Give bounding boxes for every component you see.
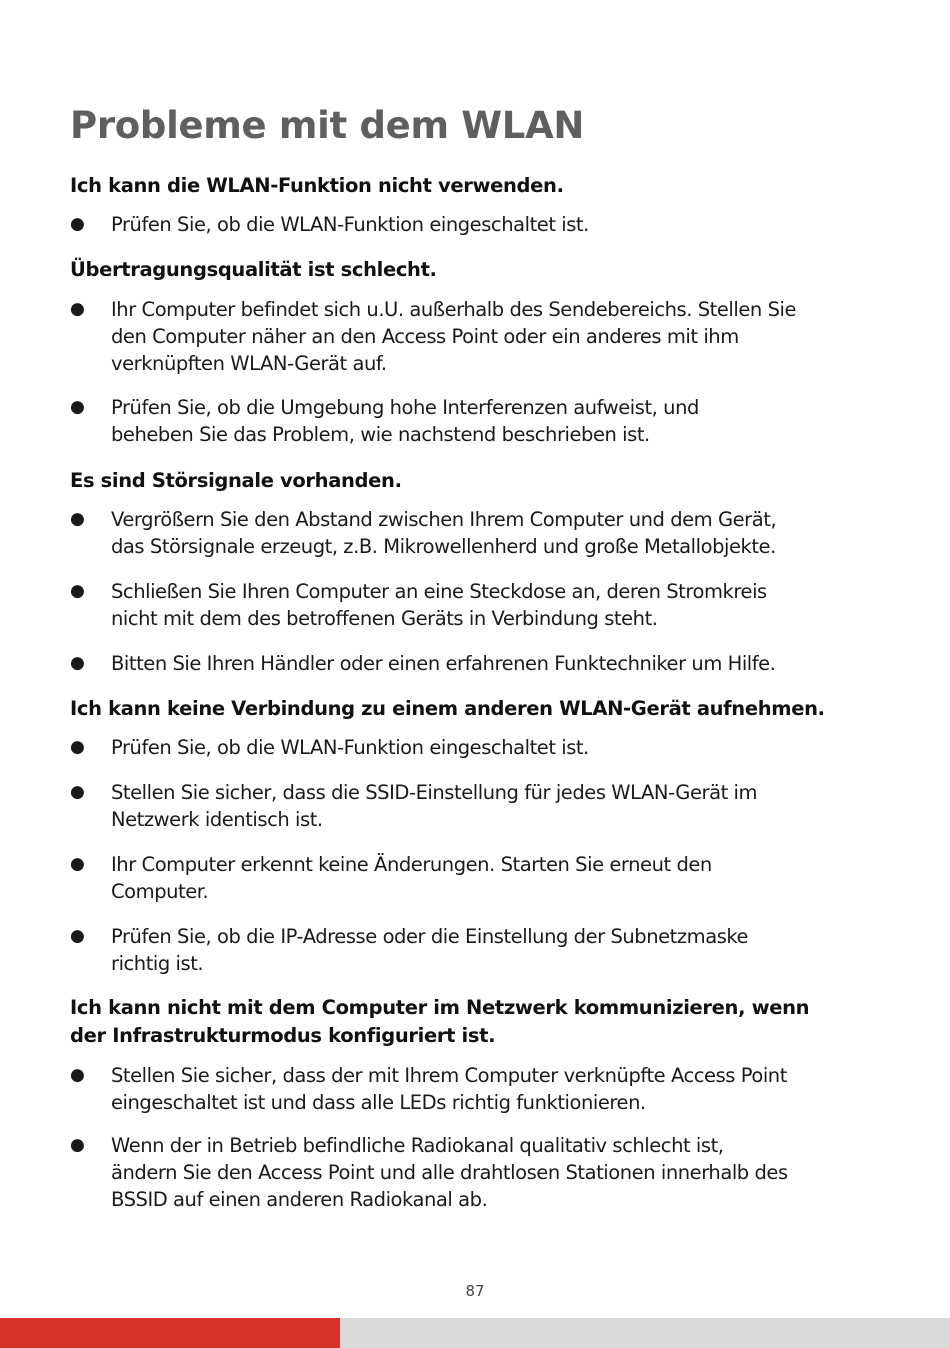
list-item-text: Stellen Sie sicher, dass der mit Ihrem Computer verknüpfte Access Point eingeschaltet ist und dass alle LEDs richtig funktionieren. [111, 1064, 787, 1114]
bullet-icon: ● [70, 653, 85, 673]
list-item [70, 650, 890, 677]
list-item-text: Prüfen Sie, ob die Umgebung hohe Interferenzen aufweist, und beheben Sie das Problem, wie nachstend beschrieben ist. [111, 396, 699, 446]
bullet-icon: ● [70, 299, 85, 319]
list-item-text: Prüfen Sie, ob die WLAN-Funktion eingeschaltet ist. [111, 213, 589, 236]
list-item [70, 394, 890, 448]
bullet-icon: ● [70, 782, 85, 802]
list-item [70, 1132, 890, 1213]
list-item-text: Ihr Computer befindet sich u.U. außerhalb des Sendebereichs. Stellen Sie den Computer näher an den Access Point oder ein anderes mit ihm verknüpften WLAN-Gerät auf. [111, 298, 797, 375]
list-item [70, 923, 890, 977]
section-heading: Es sind Störsignale vorhanden. [70, 469, 402, 492]
list-item [70, 734, 890, 761]
list-item [70, 1062, 890, 1116]
section-heading: Ich kann keine Verbindung zu einem anderen WLAN-Gerät aufnehmen. [70, 697, 825, 720]
list-item-text: Ihr Computer erkennt keine Änderungen. Starten Sie erneut den Computer. [111, 853, 712, 903]
list-item [70, 296, 890, 377]
list-item [70, 779, 890, 833]
bullet-icon: ● [70, 1135, 85, 1155]
list-item [70, 211, 890, 238]
section-heading: Ich kann nicht mit dem Computer im Netzwerk kommunizieren, wenn der Infrastrukturmodus konfiguriert ist. [70, 996, 810, 1047]
list-item-text: Vergrößern Sie den Abstand zwischen Ihrem Computer und dem Gerät, das Störsignale erzeugt, z.B. Mikrowellenherd und große Metallobjekte. [111, 508, 777, 558]
list-item-text: Schließen Sie Ihren Computer an eine Steckdose an, deren Stromkreis nicht mit dem des betroffenen Geräts in Verbindung steht. [111, 580, 767, 630]
bullet-icon: ● [70, 581, 85, 601]
list-item-text: Prüfen Sie, ob die IP-Adresse oder die Einstellung der Subnetzmaske richtig ist. [111, 925, 749, 975]
list-item-text: Wenn der in Betrieb befindliche Radiokanal qualitativ schlecht ist, ändern Sie den Access Point und alle drahtlosen Stationen innerhalb des BSSID auf einen anderen Radiokanal ab. [111, 1134, 788, 1211]
bullet-icon: ● [70, 509, 85, 529]
list-item-text: Stellen Sie sicher, dass die SSID-Einstellung für jedes WLAN-Gerät im Netzwerk identisch ist. [111, 781, 758, 831]
section-heading: Übertragungsqualität ist schlecht. [70, 258, 437, 281]
bullet-icon: ● [70, 737, 85, 757]
footer-bar [0, 1318, 950, 1348]
bullet-icon: ● [70, 1065, 85, 1085]
list-item [70, 506, 890, 560]
bullet-icon: ● [70, 397, 85, 417]
section-heading: Ich kann die WLAN-Funktion nicht verwenden. [70, 174, 564, 197]
list-item [70, 578, 890, 632]
bullet-icon: ● [70, 214, 85, 234]
page-number: 87 [465, 1282, 485, 1300]
footer-accent-bar [0, 1318, 340, 1348]
bullet-icon: ● [70, 926, 85, 946]
list-item-text: Bitten Sie Ihren Händler oder einen erfahrenen Funktechniker um Hilfe. [111, 652, 776, 675]
list-item [70, 851, 890, 905]
bullet-icon: ● [70, 854, 85, 874]
list-item-text: Prüfen Sie, ob die WLAN-Funktion eingeschaltet ist. [111, 736, 589, 759]
page-title: Probleme mit dem WLAN [70, 104, 585, 147]
